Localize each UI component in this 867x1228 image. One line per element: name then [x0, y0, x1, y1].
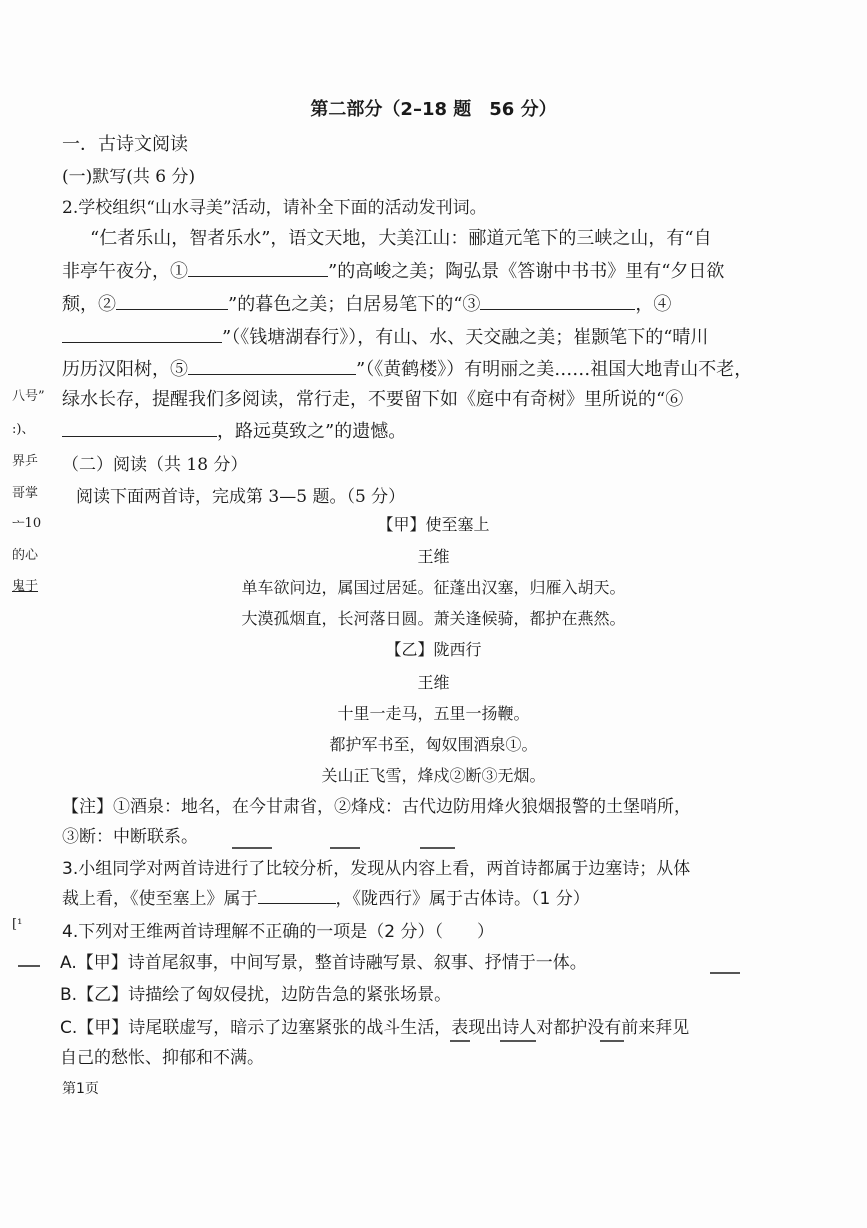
scan-artifact: [330, 847, 360, 849]
scan-artifact: [500, 1040, 536, 1042]
q2-line-5-text-a: 历历汉阳树，⑤: [62, 359, 188, 380]
q2-line-7-text-b: ，路远莫致之”的遗憾。: [217, 421, 407, 442]
margin-fragment: 的心: [12, 548, 39, 563]
notes-line-1: 【注】①酒泉：地名，在今甘肃省，②烽戍：古代边防用烽火狼烟报警的土堡哨所，: [62, 797, 691, 817]
poem-2-line-2: 都护军书至，匈奴围酒泉①。: [329, 735, 538, 754]
margin-fragment: [¹: [12, 917, 23, 932]
section-heading: 一．古诗文阅读: [62, 134, 188, 155]
blank-1[interactable]: [188, 258, 328, 277]
page-title: 第二部分（2–18 题 56 分）: [310, 99, 557, 120]
q2-line-3: [62, 290, 671, 316]
scan-artifact: [232, 847, 272, 849]
option-c[interactable]: C.【甲】诗尾联虚写，暗示了边塞紧张的战斗生活，表现出诗人对都护没有前来拜见: [60, 1018, 690, 1038]
poem-2-line-3: 关山正飞雪，烽戍②断③无烟。: [321, 766, 546, 785]
poem-2-line-1: 十里一走马，五里一扬鞭。: [337, 704, 530, 723]
q2-line-3-text-a: 颓，②: [62, 294, 116, 315]
option-c-continued: 自己的愁怅、抑郁和不满。: [60, 1048, 264, 1068]
q2-line-6: 绿水长存，提醒我们多阅读，常行走，不要留下如《庭中有奇树》里所说的“⑥: [62, 389, 684, 410]
poem-2-title: 【乙】陇西行: [385, 640, 482, 659]
margin-fragment: :)、: [12, 422, 35, 437]
option-b[interactable]: B.【乙】诗描绘了匈奴侵扰，边防告急的紧张场景。: [60, 985, 452, 1005]
margin-fragment: 哥掌: [12, 486, 39, 501]
option-a[interactable]: A.【甲】诗首尾叙事，中间写景，整首诗融写景、叙事、抒情于一体。: [60, 953, 587, 973]
blank-3[interactable]: [480, 291, 635, 310]
scan-artifact: [450, 1040, 470, 1042]
subsection-dictation: (一)默写(共 6 分): [62, 167, 196, 187]
margin-fragment: ᅩ10: [12, 516, 42, 531]
margin-fragment: 八号”: [12, 389, 45, 404]
question-4-stem: 4.下列对王维两首诗理解不正确的一项是（2 分）（ ）: [62, 922, 494, 942]
q3-text-b: ，《陇西行》属于古体诗。（1 分）: [335, 889, 590, 909]
blank-q3[interactable]: [258, 885, 336, 904]
q2-line-4-text-b: ”（《钱塘湖春行》），有山、水、天交融之美；崔颢笔下的“晴川: [222, 327, 709, 348]
notes-line-2: ③断：中断联系。: [62, 827, 198, 847]
q2-line-3-text-c: ，④: [635, 294, 672, 315]
margin-fragment: 鬼于: [12, 579, 39, 594]
blank-5[interactable]: [188, 356, 356, 375]
scan-artifact: [710, 972, 740, 974]
poem-1-title: 【甲】使至塞上: [377, 515, 490, 534]
q2-line-3-text-b: ”的暮色之美；白居易笔下的“③: [228, 294, 481, 315]
q2-line-5: [62, 355, 752, 381]
q2-line-1: “仁者乐山，智者乐水”，语文天地，大美江山：郦道元笔下的三峡之山，有“自: [90, 228, 712, 249]
q2-line-7: [62, 417, 406, 443]
poem-1-line-1: 单车欲问边，属国过居延。征蓬出汉塞，归雁入胡天。: [241, 578, 626, 597]
scan-artifact: [600, 1040, 624, 1042]
poem-2-author: 王维: [417, 673, 450, 692]
question-3-line-1: 3.小组同学对两首诗进行了比较分析，发现从内容上看，两首诗都属于边塞诗；从体: [62, 859, 691, 879]
poem-1-author: 王维: [417, 547, 450, 566]
q2-line-5-text-b: ”（《黄鹤楼》）有明丽之美……祖国大地青山不老，: [356, 359, 753, 380]
q2-line-2: [62, 257, 724, 283]
reading-intro: 阅读下面两首诗，完成第 3—5 题。（5 分）: [76, 487, 406, 507]
question-2-intro: 2.学校组织“山水寻美”活动，请补全下面的活动发刊词。: [62, 198, 487, 218]
blank-2[interactable]: [116, 291, 228, 310]
scan-artifact: [18, 965, 40, 967]
q3-text-a: 裁上看，《使至塞上》属于: [62, 889, 258, 909]
scan-artifact: [420, 847, 455, 849]
page-number: 第1页: [62, 1081, 99, 1097]
margin-fragment: 界乒: [12, 454, 39, 469]
q2-line-2-text-a: 非亭午夜分，①: [62, 261, 188, 282]
poem-1-line-2: 大漠孤烟直，长河落日圆。萧关逢候骑，都护在燕然。: [241, 609, 626, 628]
subsection-reading: （二）阅读（共 18 分）: [62, 455, 248, 475]
blank-6[interactable]: [62, 418, 217, 437]
blank-4[interactable]: [62, 324, 222, 343]
q2-line-4: [62, 323, 708, 349]
q2-line-2-text-b: ”的高峻之美；陶弘景《答谢中书书》里有“夕日欲: [328, 261, 725, 282]
question-3-line-2: [62, 884, 590, 909]
